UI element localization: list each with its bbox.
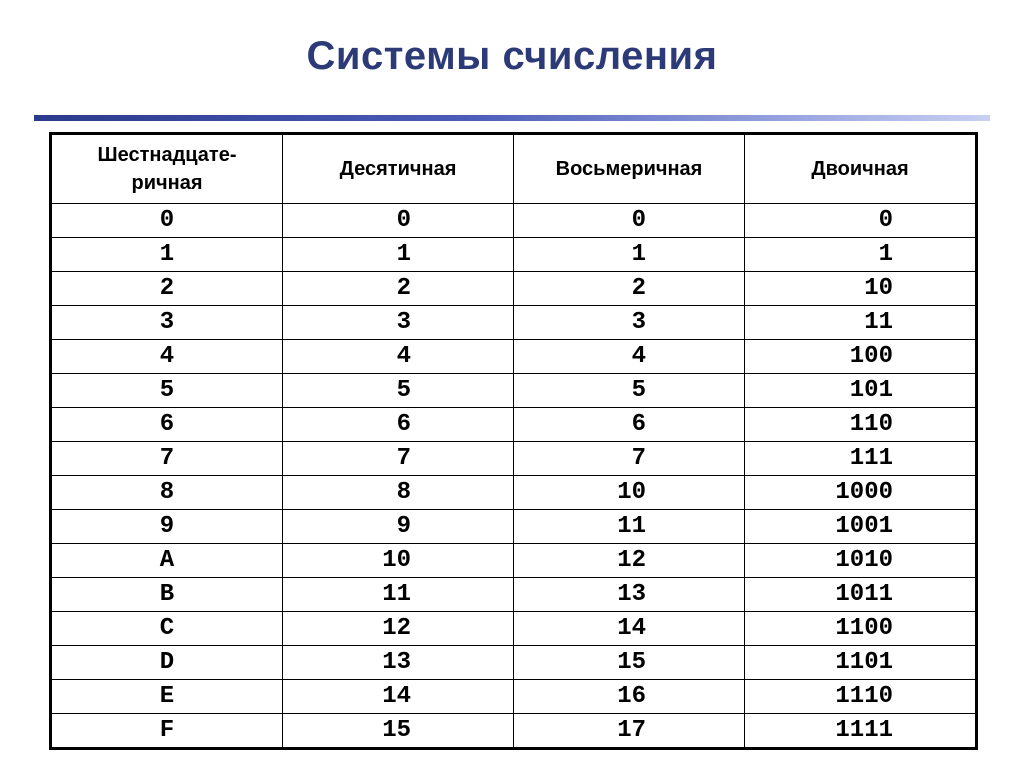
table-row <box>51 714 977 749</box>
page-title: Системы счисления <box>306 34 718 78</box>
cell-octal: 7 <box>514 442 745 476</box>
cell-octal: 14 <box>514 612 745 646</box>
cell-binary: 110 <box>745 408 977 442</box>
cell-decimal: 6 <box>283 408 514 442</box>
cell-decimal: 13 <box>283 646 514 680</box>
cell-octal: 10 <box>514 476 745 510</box>
cell-binary: 1111 <box>745 714 977 749</box>
title-underline-divider <box>34 115 990 121</box>
table-row <box>51 612 977 646</box>
table-row <box>51 510 977 544</box>
table-row <box>51 544 977 578</box>
cell-hexadecimal: C <box>51 612 283 646</box>
header-decimal: Десятичная <box>283 134 514 204</box>
cell-hexadecimal: 0 <box>51 204 283 238</box>
cell-binary: 11 <box>745 306 977 340</box>
header-hexadecimal <box>51 134 283 204</box>
cell-binary: 1000 <box>745 476 977 510</box>
cell-binary: 111 <box>745 442 977 476</box>
cell-hexadecimal: A <box>51 544 283 578</box>
table-row <box>51 646 977 680</box>
cell-octal: 13 <box>514 578 745 612</box>
cell-decimal: 12 <box>283 612 514 646</box>
table-row <box>51 578 977 612</box>
cell-decimal: 4 <box>283 340 514 374</box>
cell-hexadecimal: F <box>51 714 283 749</box>
number-systems-table <box>49 132 978 750</box>
cell-binary: 0 <box>745 204 977 238</box>
header-binary: Двоичная <box>745 134 977 204</box>
cell-decimal: 2 <box>283 272 514 306</box>
cell-octal: 4 <box>514 340 745 374</box>
cell-octal: 1 <box>514 238 745 272</box>
cell-octal: 17 <box>514 714 745 749</box>
cell-hexadecimal: 8 <box>51 476 283 510</box>
cell-binary: 1011 <box>745 578 977 612</box>
cell-decimal: 15 <box>283 714 514 749</box>
cell-binary: 1101 <box>745 646 977 680</box>
table-row <box>51 238 977 272</box>
cell-octal: 6 <box>514 408 745 442</box>
cell-decimal: 5 <box>283 374 514 408</box>
cell-decimal: 14 <box>283 680 514 714</box>
table-row <box>51 204 977 238</box>
cell-decimal: 3 <box>283 306 514 340</box>
cell-hexadecimal: E <box>51 680 283 714</box>
cell-octal: 16 <box>514 680 745 714</box>
cell-hexadecimal: D <box>51 646 283 680</box>
cell-binary: 10 <box>745 272 977 306</box>
table-header-row <box>51 134 977 204</box>
table-row <box>51 476 977 510</box>
cell-decimal: 9 <box>283 510 514 544</box>
cell-binary: 1110 <box>745 680 977 714</box>
cell-decimal: 0 <box>283 204 514 238</box>
header-hexadecimal-line2: ричная <box>131 172 203 194</box>
number-systems-table-container <box>49 132 975 750</box>
header-octal: Восьмеричная <box>514 134 745 204</box>
cell-octal: 0 <box>514 204 745 238</box>
cell-binary: 1 <box>745 238 977 272</box>
cell-decimal: 10 <box>283 544 514 578</box>
cell-hexadecimal: 1 <box>51 238 283 272</box>
table-row <box>51 374 977 408</box>
cell-hexadecimal: 3 <box>51 306 283 340</box>
table-row <box>51 272 977 306</box>
table-row <box>51 306 977 340</box>
cell-decimal: 11 <box>283 578 514 612</box>
table-row <box>51 680 977 714</box>
cell-octal: 2 <box>514 272 745 306</box>
cell-hexadecimal: 4 <box>51 340 283 374</box>
cell-binary: 101 <box>745 374 977 408</box>
header-hexadecimal-line1: Шестнадцате- <box>97 144 237 166</box>
cell-hexadecimal: B <box>51 578 283 612</box>
cell-hexadecimal: 2 <box>51 272 283 306</box>
table-body <box>51 204 977 749</box>
cell-octal: 12 <box>514 544 745 578</box>
table-row <box>51 340 977 374</box>
cell-binary: 1010 <box>745 544 977 578</box>
table-row <box>51 408 977 442</box>
table-row <box>51 442 977 476</box>
cell-hexadecimal: 9 <box>51 510 283 544</box>
cell-octal: 15 <box>514 646 745 680</box>
cell-octal: 11 <box>514 510 745 544</box>
cell-decimal: 7 <box>283 442 514 476</box>
cell-binary: 1100 <box>745 612 977 646</box>
cell-octal: 3 <box>514 306 745 340</box>
cell-binary: 100 <box>745 340 977 374</box>
cell-hexadecimal: 7 <box>51 442 283 476</box>
cell-decimal: 8 <box>283 476 514 510</box>
cell-hexadecimal: 6 <box>51 408 283 442</box>
cell-octal: 5 <box>514 374 745 408</box>
cell-binary: 1001 <box>745 510 977 544</box>
cell-decimal: 1 <box>283 238 514 272</box>
cell-hexadecimal: 5 <box>51 374 283 408</box>
